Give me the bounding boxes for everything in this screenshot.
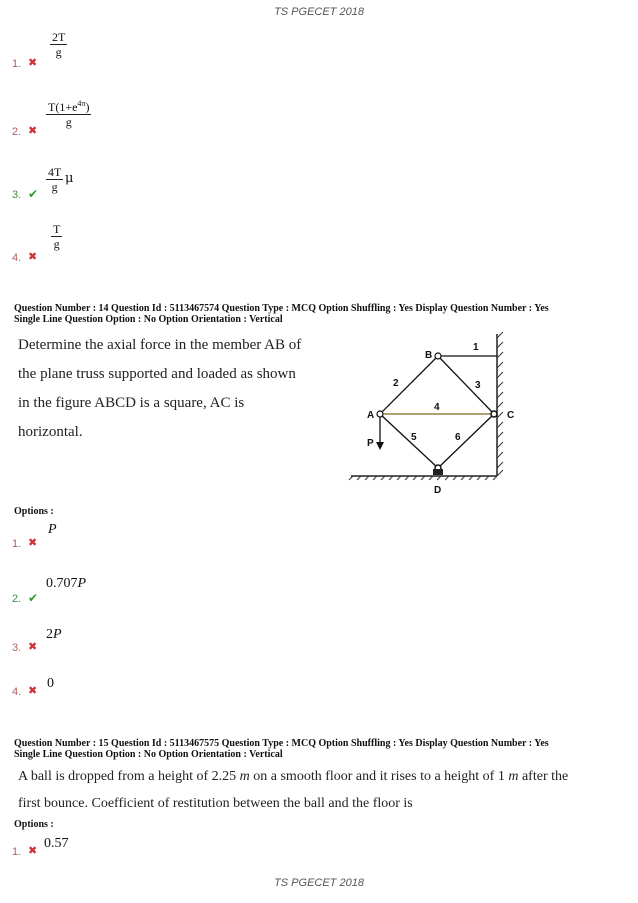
q14-question-text: Determine the axial force in the member AB of the plane truss supported and loaded as shown in the figure ABCD is a square, AC is horizontal. (18, 337, 302, 440)
member-label-6: 6 (455, 432, 461, 443)
option-number: 2. (12, 126, 22, 138)
option-value: 0.57 (44, 836, 69, 851)
node-label-a: A (367, 410, 375, 421)
q15-question-text: A ball is dropped from a height of 2.25 m on a smooth floor and it rises to a height of 1 m after the first bounce. Coefficient of restitution between the ball and the floor is (18, 769, 569, 811)
q15-metadata: Question Number : 15 Question Id : 5113467575 Question Type : MCQ Option Shuffling : Yes Display Question Number : Yes Single Line Question Option : No Option Orientation : Vertical (14, 738, 549, 760)
member-label-3: 3 (475, 380, 481, 391)
cross-icon: ✖ (28, 124, 38, 137)
node-label-b: B (425, 350, 433, 361)
mu-symbol: μ (65, 171, 74, 186)
option-value: 0.707P (46, 576, 87, 591)
option-number: 1. (12, 58, 22, 70)
option-number: 3. (12, 189, 22, 201)
cross-icon: ✖ (28, 684, 38, 697)
option-number: 1. (12, 538, 22, 550)
load-label-p: P (367, 438, 374, 449)
option-value: P (48, 522, 57, 537)
option-number: 2. (12, 593, 22, 605)
option-number: 4. (12, 686, 22, 698)
q14-metadata: Question Number : 14 Question Id : 5113467574 Question Type : MCQ Option Shuffling : Yes Display Question Number : Yes Single Line Question Option : No Option Orientation : Vertical (14, 303, 549, 325)
option-fraction: $\frac{T}{g}$ (53, 222, 61, 251)
truss-figure (345, 328, 525, 500)
check-icon: ✔ (28, 591, 39, 605)
q14-options-label: Options : (14, 506, 54, 517)
option-fraction: $\frac{2T}{g}$ (52, 30, 66, 59)
cross-icon: ✖ (28, 844, 38, 857)
check-icon: ✔ (28, 187, 39, 201)
option-fraction: $\frac{4T}{g}$ (48, 165, 62, 194)
option-fraction: $\frac{T(1+e^{4\pi})}{g}$ (48, 99, 90, 129)
member-label-4: 4 (434, 402, 440, 413)
option-number: 4. (12, 252, 22, 264)
option-number: 1. (12, 846, 22, 858)
node-label-d: D (434, 485, 442, 496)
option-value: 0 (47, 676, 54, 691)
page-footer: TS PGECET 2018 (274, 877, 364, 889)
member-label-2: 2 (393, 378, 399, 389)
option-value: 2P (46, 627, 62, 642)
member-label-1: 1 (473, 342, 479, 353)
cross-icon: ✖ (28, 56, 38, 69)
cross-icon: ✖ (28, 536, 38, 549)
page-header: TS PGECET 2018 (274, 6, 364, 18)
q15-options-label: Options : (14, 819, 54, 830)
cross-icon: ✖ (28, 250, 38, 263)
member-label-5: 5 (411, 432, 417, 443)
node-label-c: C (507, 410, 515, 421)
cross-icon: ✖ (28, 640, 38, 653)
option-number: 3. (12, 642, 22, 654)
